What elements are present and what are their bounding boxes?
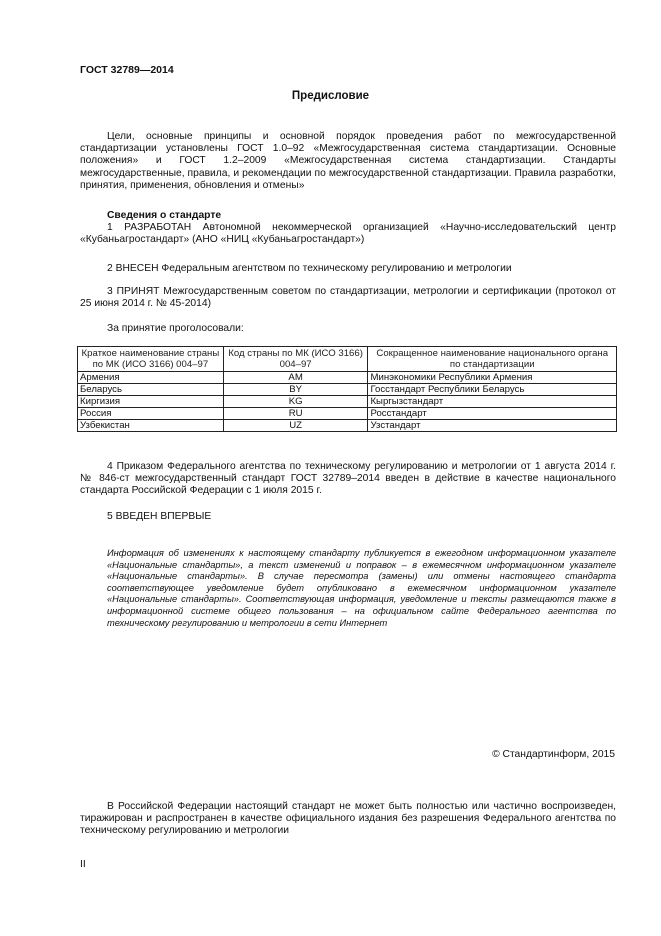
- country-cell: Узбекистан: [78, 420, 224, 432]
- column-header-body: Сокращенное наименование национального органа по стандартизации: [368, 347, 617, 372]
- voting-states-table: [77, 346, 617, 432]
- table-header-row: [78, 347, 617, 372]
- code-cell: BY: [223, 384, 368, 396]
- body-cell: Росстандарт: [368, 408, 617, 420]
- column-header-country: Краткое наименование страны по МК (ИСО 3166) 004–97: [78, 347, 224, 372]
- reproduction-rights: В Российской Федерации настоящий стандарт не может быть полностью или частично воспроизведен, тиражирован и распространен в качестве официального издания без разрешения Федерального агентства по техническому регулированию и метрологии: [80, 801, 616, 837]
- country-cell: Киргизия: [78, 396, 224, 408]
- table-row: [78, 420, 617, 432]
- item-5-first-introduced: 5 ВВЕДЕН ВПЕРВЫЕ: [107, 511, 212, 522]
- item-1-developed-by: 1 РАЗРАБОТАН Автономной некоммерческой организацией «Научно-исследовательский центр «Кубаньагростандарт» (АНО «НИЦ «Кубаньагростандарт»): [80, 222, 616, 246]
- code-cell: AM: [223, 372, 368, 384]
- item-2-introduced-by: 2 ВНЕСЕН Федеральным агентством по техническому регулированию и метрологии: [107, 263, 512, 274]
- country-cell: Россия: [78, 408, 224, 420]
- copyright: © Стандартинформ, 2015: [492, 749, 615, 760]
- voted-label: За принятие проголосовали:: [107, 323, 244, 334]
- column-header-code: Код страны по МК (ИСО 3166) 004–97: [223, 347, 368, 372]
- item-4-enacted: 4 Приказом Федерального агентства по техническому регулированию и метрологии от 1 августа 2014 г. № 846-ст межгосударственный стандарт ГОСТ 32789–2014 введен в действие в качестве национального стандарта Российской Федерации с 1 июля 2015 г.: [80, 461, 616, 497]
- body-cell: Минэкономики Республики Армения: [368, 372, 617, 384]
- body-cell: Узстандарт: [368, 420, 617, 432]
- country-cell: Армения: [78, 372, 224, 384]
- info-heading: Сведения о стандарте: [107, 210, 222, 221]
- page-number: II: [80, 859, 86, 870]
- page-title: Предисловие: [291, 90, 370, 102]
- item-3-adopted-by: 3 ПРИНЯТ Межгосударственным советом по стандартизации, метрологии и сертификации (протокол от 25 июня 2014 г. № 45-2014): [80, 286, 616, 310]
- code-cell: KG: [223, 396, 368, 408]
- table-row: [78, 408, 617, 420]
- intro-paragraph: Цели, основные принципы и основной порядок проведения работ по межгосударственной стандартизации установлены ГОСТ 1.0–92 «Межгосударственная система стандартизации. Основные положения» и ГОСТ 1.2–2009 «Межгосударственная система стандартизации. Стандарты межгосударственные, правила, и рекомендации по межгосударственной стандартизации. Правила разработки, принятия, применения, обновления и отмены»: [80, 131, 616, 191]
- document-code-header: ГОСТ 32789—2014: [80, 64, 174, 76]
- body-cell: Госстандарт Республики Беларусь: [368, 384, 617, 396]
- country-cell: Беларусь: [78, 384, 224, 396]
- table-row: [78, 372, 617, 384]
- code-cell: UZ: [223, 420, 368, 432]
- table-row: [78, 396, 617, 408]
- body-cell: Кыргызстандарт: [368, 396, 617, 408]
- table-row: [78, 384, 617, 396]
- changes-notice: Информация об изменениях к настоящему стандарту публикуется в ежегодном информационном указателе «Национальные стандарты», а текст изменений и поправок – в ежемесячном информационном указателе «Национальные стандарты». В случае пересмотра (замены) или отмены настоящего стандарта соответствующее уведомление будет опубликовано в ежемесячном информационном указателе «Национальные стандарты». Соответствующая информация, уведомление и тексты размещаются также в информационной системе общего пользования – на официальном сайте Федерального агентства по техническому регулированию и метрологии в сети Интернет: [107, 548, 616, 628]
- code-cell: RU: [223, 408, 368, 420]
